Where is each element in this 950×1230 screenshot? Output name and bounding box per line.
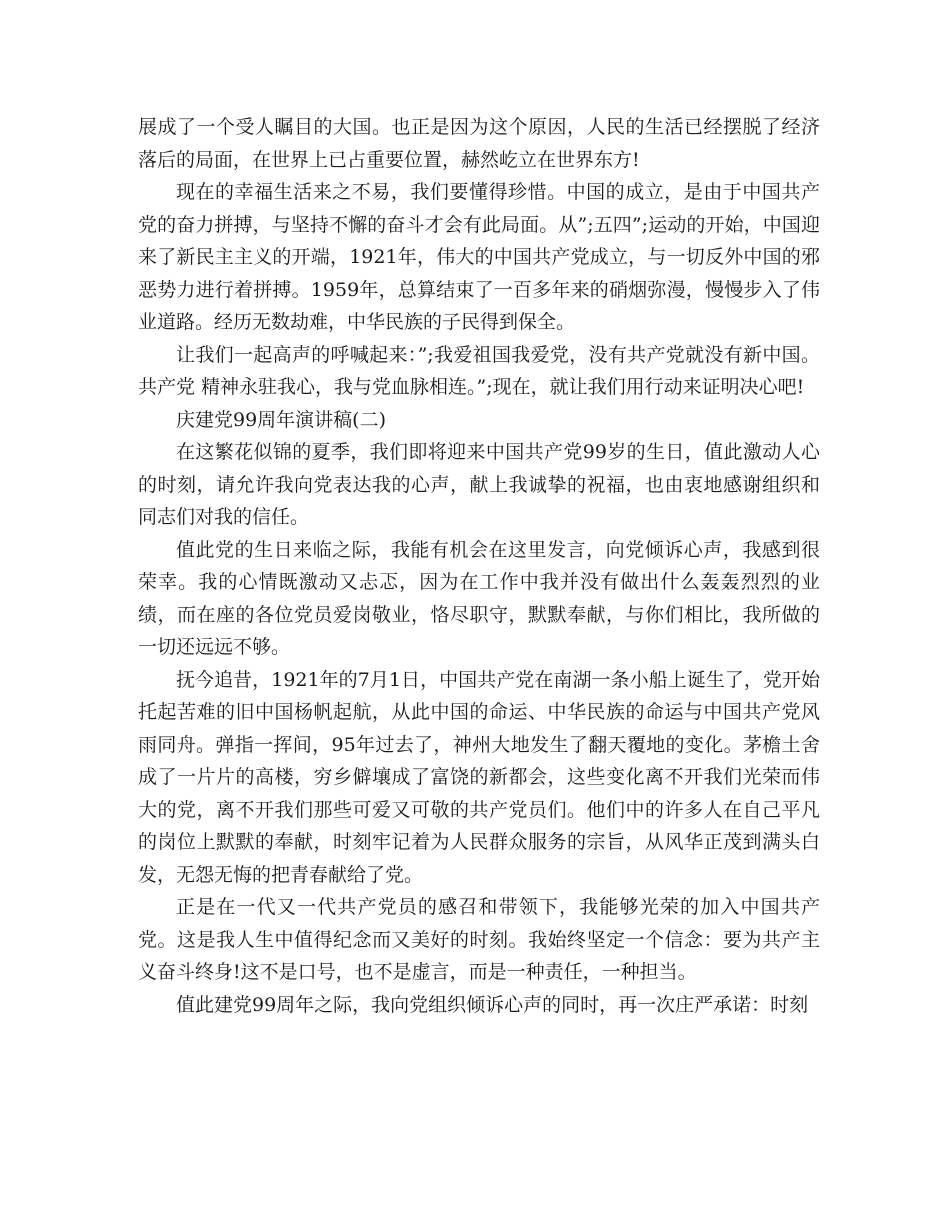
paragraph: 现在的幸福生活来之不易，我们要懂得珍惜。中国的成立，是由于中国共产党的奋力拼搏，与坚持不懈的奋斗才会有此局面。从”;五四”;运动的开始，中国迎来了新民主主义的开端，1921年，伟大的中国共产党成立，与一切反外中国的邪恶势力进行着拼搏。1959年，总算结束了一百多年来的硝烟弥漫，慢慢步入了伟业道路。经历无数劫难，中华民族的子民得到保全。 (138, 181, 820, 333)
paragraph: 在这繁花似锦的夏季，我们即将迎来中国共产党99岁的生日，值此激动人心的时刻，请允许我向党表达我的心声，献上我诚挚的祝福，也由衷地感谢组织和同志们对我的信任。 (138, 441, 820, 528)
paragraph: 正是在一代又一代共产党员的感召和带领下，我能够光荣的加入中国共产党。这是我人生中值得纪念而又美好的时刻。我始终坚定一个信念：要为共产主义奋斗终身!这不是口号，也不是虚言，而是一种责任，一种担当。 (138, 896, 820, 983)
document-body (138, 111, 820, 1021)
paragraph-continued: 展成了一个受人瞩目的大国。也正是因为这个原因，人民的生活已经摆脱了经济落后的局面，在世界上已占重要位置，赫然屹立在世界东方! (138, 116, 820, 171)
paragraph: 值此建党99周年之际，我向党组织倾诉心声的同时，再一次庄严承诺：时刻 (176, 993, 809, 1016)
section-heading: 庆建党99周年演讲稿(二) (176, 408, 387, 431)
paragraph: 让我们一起高声的呼喊起来：”;我爱祖国我爱党，没有共产党就没有新中国。共产党 精神永驻我心，我与党血脉相连。”;现在，就让我们用行动来证明决心吧! (138, 343, 820, 398)
paragraph: 抚今追昔，1921年的7月1日，中国共产党在南湖一条小船上诞生了，党开始托起苦难的旧中国杨帆起航，从此中国的命运、中华民族的命运与中国共产党风雨同舟。弹指一挥间，95年过去了，神州大地发生了翻天覆地的变化。茅檐土舍成了一片片的高楼，穷乡僻壤成了富饶的新都会，这些变化离不开我们光荣而伟大的党，离不开我们那些可爱又可敬的共产党员们。他们中的许多人在自己平凡的岗位上默默的奉献，时刻牢记着为人民群众服务的宗旨，从风华正茂到满头白发，无怨无悔的把青春献给了党。 (138, 668, 820, 886)
paragraph: 值此党的生日来临之际，我能有机会在这里发言，向党倾诉心声，我感到很荣幸。我的心情既激动又忐忑，因为在工作中我并没有做出什么轰轰烈烈的业绩，而在座的各位党员爱岗敬业，恪尽职守，默默奉献，与你们相比，我所做的一切还远远不够。 (138, 538, 820, 658)
